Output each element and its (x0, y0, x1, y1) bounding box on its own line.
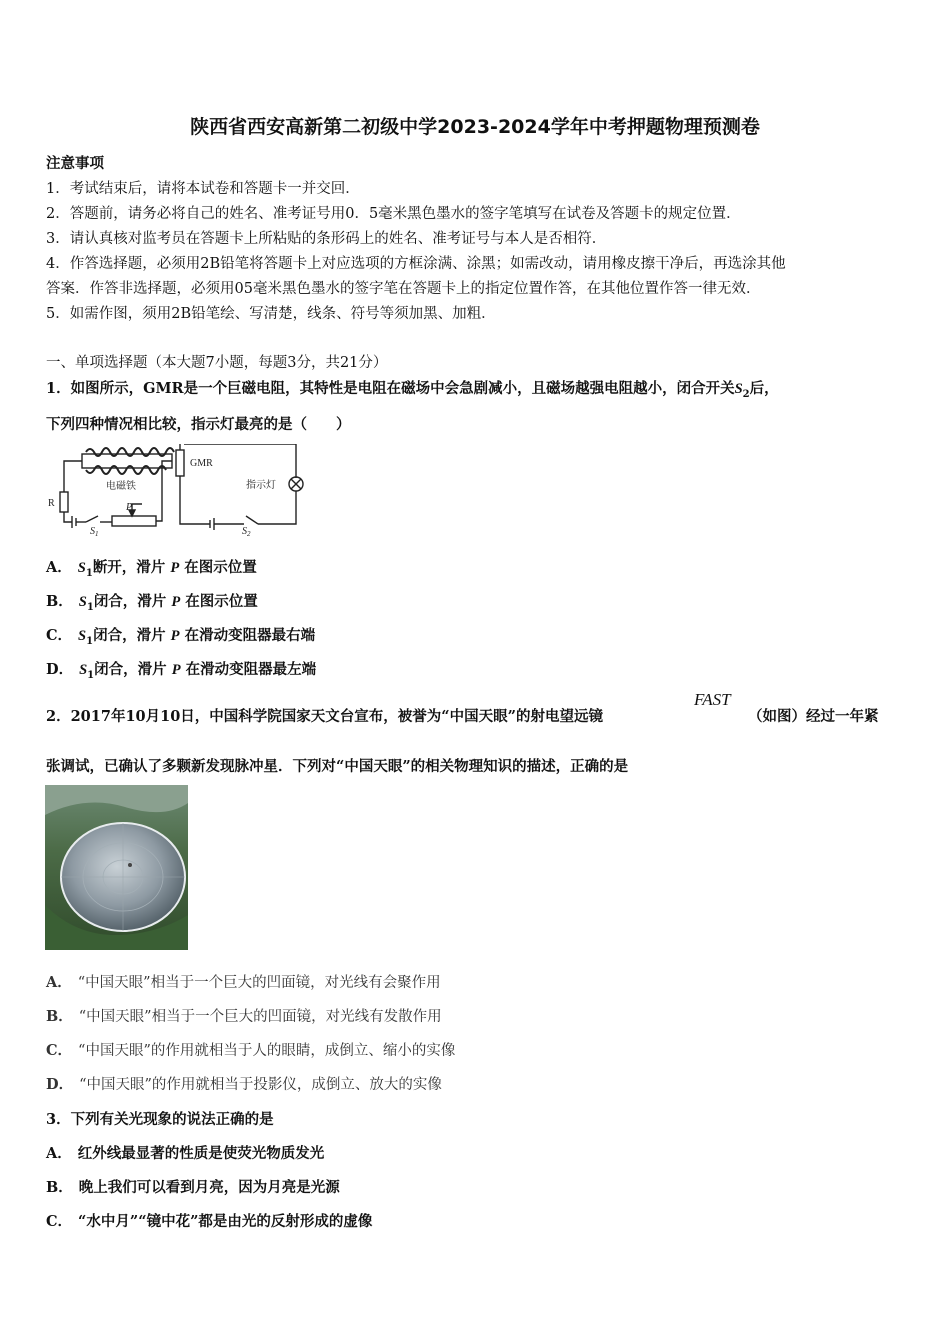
q3-option-b: B． 晚上我们可以看到月亮，因为月亮是光源 (46, 1179, 340, 1196)
q1-option-d: D． $S_1$闭合，滑片 P 在滑动变阻器最左端 (46, 661, 317, 681)
electromagnet-label: 电磁铁 (106, 481, 136, 492)
fast-label: FAST (694, 690, 731, 709)
question-2-line1: 2．2017年10月10日，中国科学院国家天文台宣布，被誉为“中国天眼”的射电望远镜 (46, 708, 603, 725)
p-label: P (126, 502, 133, 513)
notice-item: 4．作答选择题，必须用2B铅笔将答题卡上对应选项的方框涂满、涂黑；如需改动，请用橡皮擦干净后，再选涂其他 (46, 256, 786, 272)
notice-item: 5．如需作图，须用2B铅笔绘、写清楚，线条、符号等须加黑、加粗． (46, 306, 496, 322)
question-1-line2: 下列四种情况相比较，指示灯最亮的是（ ） (46, 416, 351, 433)
notice-item: 2．答题前，请务必将自己的姓名、准考证号用0．5毫米黑色墨水的签字笔填写在试卷及答题卡的规定位置． (46, 206, 741, 222)
q2-option-a: A． “中国天眼”相当于一个巨大的凹面镜，对光线有会聚作用 (46, 974, 441, 991)
q2-option-d: D． “中国天眼”的作用就相当于投影仪，成倒立、放大的实像 (46, 1076, 442, 1093)
fast-telescope-photo (45, 785, 188, 950)
q2-option-c: C． “中国天眼”的作用就相当于人的眼睛，成倒立、缩小的实像 (46, 1042, 456, 1059)
s2-label: $S_2$ (242, 526, 251, 536)
page-title: 陕西省西安高新第二初级中学2023-2024学年中考押题物理预测卷 (190, 116, 760, 138)
question-3-stem: 3．下列有关光现象的说法正确的是 (46, 1111, 274, 1128)
q1-option-a: A． $S_1$断开，滑片 P 在图示位置 (46, 559, 257, 579)
notice-item: 1．考试结束后，请将本试卷和答题卡一并交回． (46, 181, 360, 197)
q3-option-c: C． “水中月”“镜中花”都是由光的反射形成的虚像 (46, 1213, 373, 1230)
q2-option-b: B． “中国天眼”相当于一个巨大的凹面镜，对光线有发散作用 (46, 1008, 442, 1025)
s1-label: $S_1$ (90, 526, 99, 536)
notice-item: 3．请认真核对监考员在答题卡上所粘贴的条形码上的姓名、准考证号与本人是否相符． (46, 231, 607, 247)
notice-item: 答案．作答非选择题，必须用05毫米黑色墨水的签字笔在答题卡上的指定位置作答，在其他位置作答一律无效． (46, 281, 761, 297)
r-label: R (48, 498, 55, 509)
question-2-line1-end: （如图）经过一年紧 (748, 708, 879, 725)
section-heading: 一、单项选择题（本大题7小题，每题3分，共21分） (46, 355, 388, 371)
question-2-line2: 张调试，已确认了多颗新发现脉冲星．下列对“中国天眼”的相关物理知识的描述，正确的是 (46, 758, 629, 775)
lamp-label: 指示灯 (246, 480, 276, 491)
question-1-line1: 1．如图所示，GMR是一个巨磁电阻，其特性是电阻在磁场中会急剧减小，且磁场越强电阻越小，闭合开关$S_2$后， (46, 380, 779, 400)
circuit-diagram (46, 444, 316, 536)
q3-option-a: A． 红外线最显著的性质是使荧光物质发光 (46, 1145, 325, 1162)
q1-option-b: B． $S_1$闭合，滑片 P 在图示位置 (46, 593, 258, 613)
q1-option-c: C． $S_1$闭合，滑片 P 在滑动变阻器最右端 (46, 627, 316, 647)
notice-heading: 注意事项 (46, 155, 104, 172)
gmr-label: GMR (190, 458, 213, 469)
